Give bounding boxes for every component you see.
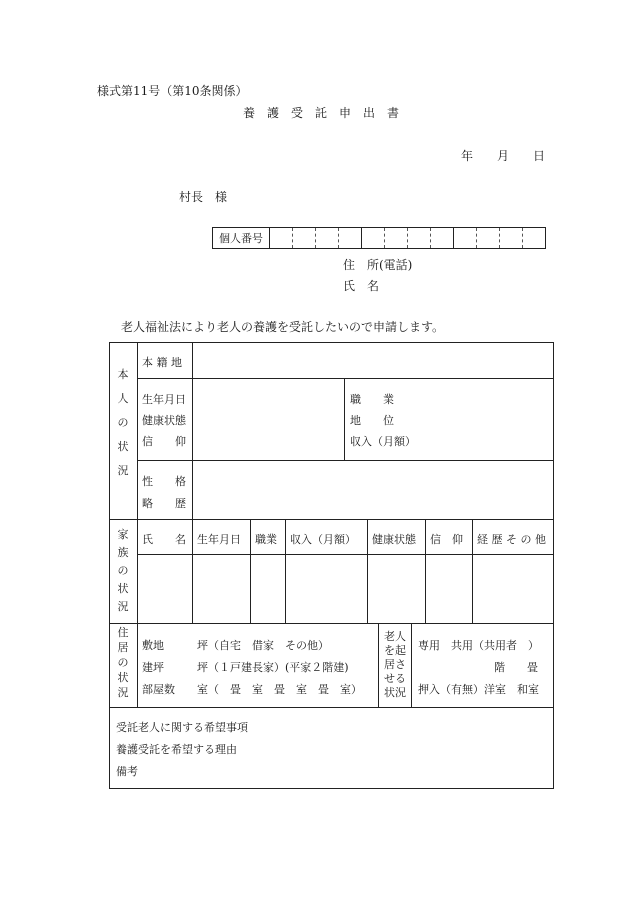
- family-col-faith: 信 仰: [430, 533, 463, 546]
- personal-number-digit[interactable]: [408, 228, 431, 249]
- room-closet-line: 押入（有無）洋室 和室: [418, 683, 539, 696]
- housing-floor-line: 建坪 坪（１戸建長家）(平家２階建): [142, 661, 349, 674]
- personal-number-digit[interactable]: [523, 228, 546, 249]
- position-label: 地 位: [350, 414, 394, 427]
- housing-section-label: 住 居 の 状 況: [117, 626, 129, 699]
- family-col-income: 収入（月額）: [290, 533, 356, 546]
- family-section-label: 家 族 の 状 況: [117, 528, 129, 613]
- address-label: 住 所(電話): [343, 258, 413, 272]
- personal-number-digit[interactable]: [454, 228, 477, 249]
- personal-number-label: 個人番号: [213, 228, 270, 249]
- personal-number-digit[interactable]: [362, 228, 385, 249]
- personal-number-table: [212, 227, 546, 249]
- income-label: 収入（月額）: [350, 435, 416, 448]
- history-label: 略 歴: [142, 497, 186, 510]
- family-col-job: 職業: [255, 533, 277, 546]
- self-section-label: 本 人 の 状 況: [117, 368, 129, 477]
- personal-number-digit[interactable]: [293, 228, 316, 249]
- character-label: 性 格: [142, 475, 186, 488]
- room-floor-line: 階 畳: [494, 661, 538, 674]
- family-col-birth: 生年月日: [197, 533, 241, 546]
- personal-number-digit[interactable]: [500, 228, 523, 249]
- housing-rooms-line: 部屋数 室（ 畳 室 畳 室 畳 室）: [142, 683, 362, 696]
- room-usage-line: 専用 共用（共用者 ）: [418, 639, 539, 652]
- health-label: 健康状態: [142, 414, 186, 427]
- notes-label: 備考: [116, 765, 138, 778]
- addressee: 村長 様: [179, 190, 228, 204]
- housing-site-line: 敷地 坪（自宅 借家 その他）: [142, 639, 329, 652]
- personal-number-digit[interactable]: [339, 228, 362, 249]
- faith-label: 信 仰: [142, 435, 186, 448]
- personal-number-digit[interactable]: [431, 228, 454, 249]
- birth-label: 生年月日: [142, 393, 186, 406]
- family-col-health: 健康状態: [372, 533, 416, 546]
- name-label: 氏 名: [343, 279, 380, 293]
- date-field: 年 月 日: [461, 149, 546, 163]
- main-form: [109, 342, 554, 789]
- reason-label: 養護受託を希望する理由: [116, 743, 237, 756]
- personal-number-digit[interactable]: [477, 228, 500, 249]
- form-number: 様式第11号（第10条関係）: [97, 84, 248, 98]
- statement: 老人福祉法により老人の養護を受託したいので申請します。: [121, 320, 445, 334]
- personal-number-digit[interactable]: [385, 228, 408, 249]
- wishes-label: 受託老人に関する希望事項: [116, 721, 248, 734]
- room-situation-label: 老人 を起 居さ せる 状況: [384, 630, 406, 699]
- family-col-other: 経 歴 そ の 他: [477, 533, 546, 546]
- job-label: 職 業: [350, 393, 394, 406]
- family-col-name: 氏 名: [142, 533, 186, 546]
- document-title: 養 護 受 託 申 出 書: [243, 106, 400, 120]
- personal-number-digit[interactable]: [270, 228, 293, 249]
- honseki-field[interactable]: [194, 345, 552, 376]
- honseki-label: 本 籍 地: [142, 356, 182, 369]
- personal-number-digit[interactable]: [316, 228, 339, 249]
